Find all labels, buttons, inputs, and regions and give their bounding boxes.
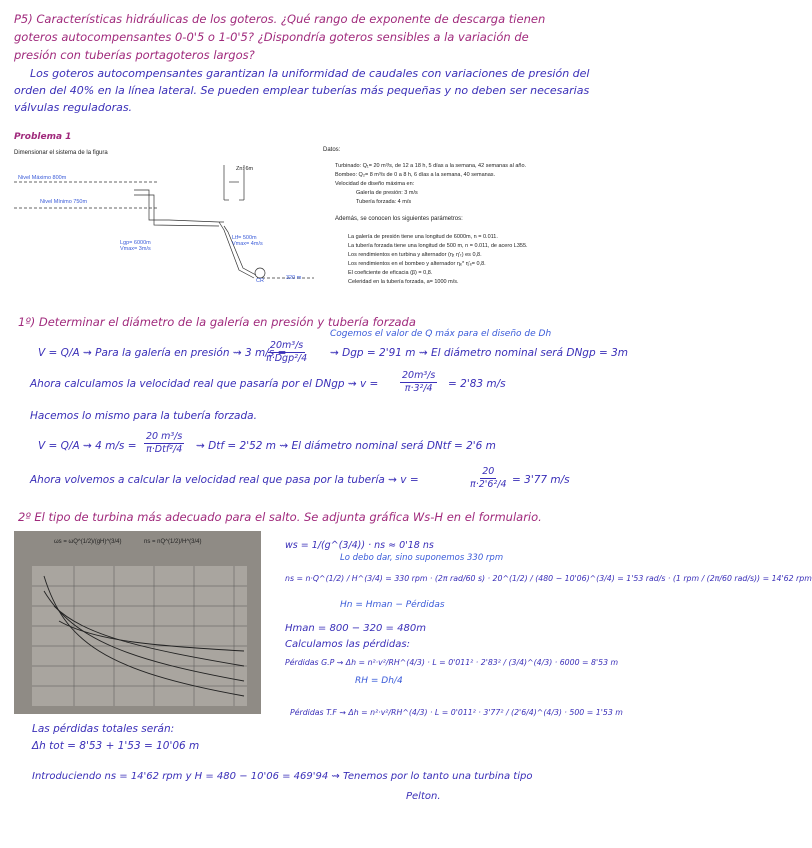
part1-line4b: ⇝ Dtf = 2'52 m ⇝ El diámetro nominal será DNtf = 2'6 m [196, 440, 496, 452]
part1-frac1: $\frac{\text{20m³/s}}{\text{π·Dgp²/4}}$ [266, 340, 308, 365]
params-title: Además, se conocen los siguientes parámetros: [335, 216, 463, 222]
answer-line-1: Los goteros autocompensantes garantizan la uniformidad de caudales con variaciones de presión del [30, 67, 590, 80]
param-6: Celeridad en la tubería forzada, a= 1000 m/s. [348, 279, 459, 285]
question-line-1: P5) Características hidráulicas de los goteros. ¿Qué rango de exponente de descarga tienen [14, 12, 546, 26]
part2-note: Lo debo dar, sino suponemos 330 rpm [340, 553, 504, 563]
total-label: Las pérdidas totales serán: [32, 723, 175, 735]
part1-frac2: $\frac{\text{20m³/s}}{\text{π·3²/4}}$ [402, 370, 436, 395]
part2-ws: ws = 1/(g^(3/4)) · ns ≈ 0'18 ns [285, 540, 434, 551]
part2-tf: Pérdidas T.F ⇝ Δh = n²·v²/RH^(4/3) · L = 0'011² · 3'77² / (2'6/4)^(4/3) · 500 = 1'53 m [290, 708, 623, 717]
part2-hman: Hman = 800 − 320 = 480m [285, 623, 426, 634]
param-5: El coeficiente de eficacia (β) = 0,8. [348, 270, 433, 276]
velocidad-2: Tubería forzada: 4 m/s [356, 199, 412, 205]
photo-formula-1: ωs = ωQ^(1/2)/(gH)^(3/4) [54, 539, 122, 545]
part1-line2b: = 2'83 m/s [448, 378, 506, 390]
dato-3: Velocidad de diseño máxima en: [335, 181, 415, 187]
dato-1: Turbinado: Q₁= 20 m³/s, de 12 a 18 h, 5 días a la semana, 42 semanas al año. [335, 163, 527, 169]
part2-gp: Pérdidas G.P ⇝ Δh = n²·v²/RH^(4/3) · L = 0'011² · 2'83² / (3/4)^(4/3) · 6000 = 8'53 m [285, 658, 619, 667]
total-value: Δh tot = 8'53 + 1'53 = 10'06 m [32, 740, 200, 752]
question-line-2: goteros autocompensantes 0-0'5 o 1-0'5? ¿Dispondría goteros sensibles a la variación de [14, 30, 529, 44]
part2-hn: Hn = Hman − Pérdidas [340, 600, 445, 610]
fig-lgp-label: Lgp= 6000m [120, 240, 151, 246]
part1-line3: Hacemos lo mismo para la tubería forzada. [30, 410, 257, 422]
part1-line5b: = 3'77 m/s [512, 474, 570, 486]
part1-frac4: $\frac{\text{20 m³/s}}{\text{π·Dtf²/4}}$ [146, 431, 183, 456]
param-4: Los rendimientos en el bombeo y alternador ηₑ* η'ₑ= 0,8. [348, 261, 486, 267]
part2-rh: RH = Dh/4 [355, 676, 403, 686]
question-line-3: presión con tuberías portagoteros largos? [14, 48, 255, 62]
part1-heading: 1º) Determinar el diámetro de la galería en presión y tubería forzada [18, 315, 416, 329]
dato-2: Bombeo: Q₂= 8 m³/s de 0 a 8 h, 6 días a la semana, 40 semanas. [335, 172, 496, 178]
velocidad-1: Galería de presión: 3 m/s [356, 190, 418, 196]
part1-frac5: $\frac{20}{\text{π·2'6²/4}}$ [470, 466, 507, 491]
problem-title: Problema 1 [14, 132, 72, 142]
part1-line1b: ⇝ Dgp = 2'91 m ⇝ El diámetro nominal será DNgp = 3m [330, 347, 629, 359]
part2-heading: 2º El tipo de turbina más adecuado para el salto. Se adjunta gráfica Ws-H en el formulario. [18, 510, 542, 524]
fig-nmax-label: Nivel Máximo 800m [18, 175, 67, 181]
param-1: La galería de presión tiene una longitud de 6000m, n = 0.011. [348, 234, 498, 240]
final-line-1: Introduciendo ns = 14'62 rpm y H = 480 − 10'06 = 469'94 ⇝ Tenemos por lo tanto una turbina tipo [32, 771, 533, 782]
fig-vmax-tf-label: Vmax= 4m/s [232, 241, 263, 247]
photo-formula-2: ns = nQ^(1/2)/H^(3/4) [144, 539, 202, 545]
problem-subtitle: Dimensionar el sistema de la figura [14, 150, 108, 156]
fig-elev-label: 320 m [286, 275, 302, 281]
param-2: La tubería forzada tiene una longitud de 500 m, n = 0.011, de acero L355. [348, 243, 528, 249]
part2-ns: ns = n·Q^(1/2) / H^(3/4) = 330 rpm · (2π rad/60 s) · 20^(1/2) / (480 − 10'06)^(3/4) = 1'53 rad/s · (1 rpm / (2π/60 rad/s)) = 14'62 rpm [285, 574, 812, 583]
final-line-2: Pelton. [406, 791, 441, 802]
part1-line2a: Ahora calculamos la velocidad real que pasaría por el DNgp ⇝ v = [30, 378, 379, 390]
answer-line-3: válvulas reguladoras. [14, 101, 133, 114]
part1-line1a: V = Q/A ⇝ Para la galería en presión ⇝ 3 m/s = [38, 347, 287, 359]
part1-note: Cogemos el valor de Q máx para el diseño de Dh [330, 329, 552, 339]
answer-line-2: orden del 40% en la línea lateral. Se pueden emplear tuberías más pequeñas y no deben ser necesarias [14, 84, 590, 97]
datos-title: Datos: [323, 147, 341, 153]
fig-ltf-label: Ltf= 500m [232, 235, 257, 241]
fig-nmin-label: Nivel Mínimo 750m [40, 199, 88, 205]
fig-zn-label: Zn: 6m [236, 166, 254, 172]
part1-line5a: Ahora volvemos a calcular la velocidad real que pasa por la tubería ⇝ v = [30, 474, 419, 486]
part2-calc: Calculamos las pérdidas: [285, 639, 410, 650]
ws-h-chart-photo [14, 531, 261, 714]
fig-vmax-gp-label: Vmax= 3m/s [120, 246, 151, 252]
param-3: Los rendimientos en turbina y alternador (ηₜ η'ₜ) es 0,8. [348, 252, 482, 258]
part1-line4a: V = Q/A ⇝ 4 m/s = [38, 440, 137, 452]
fig-cr-label: CR [256, 278, 264, 284]
